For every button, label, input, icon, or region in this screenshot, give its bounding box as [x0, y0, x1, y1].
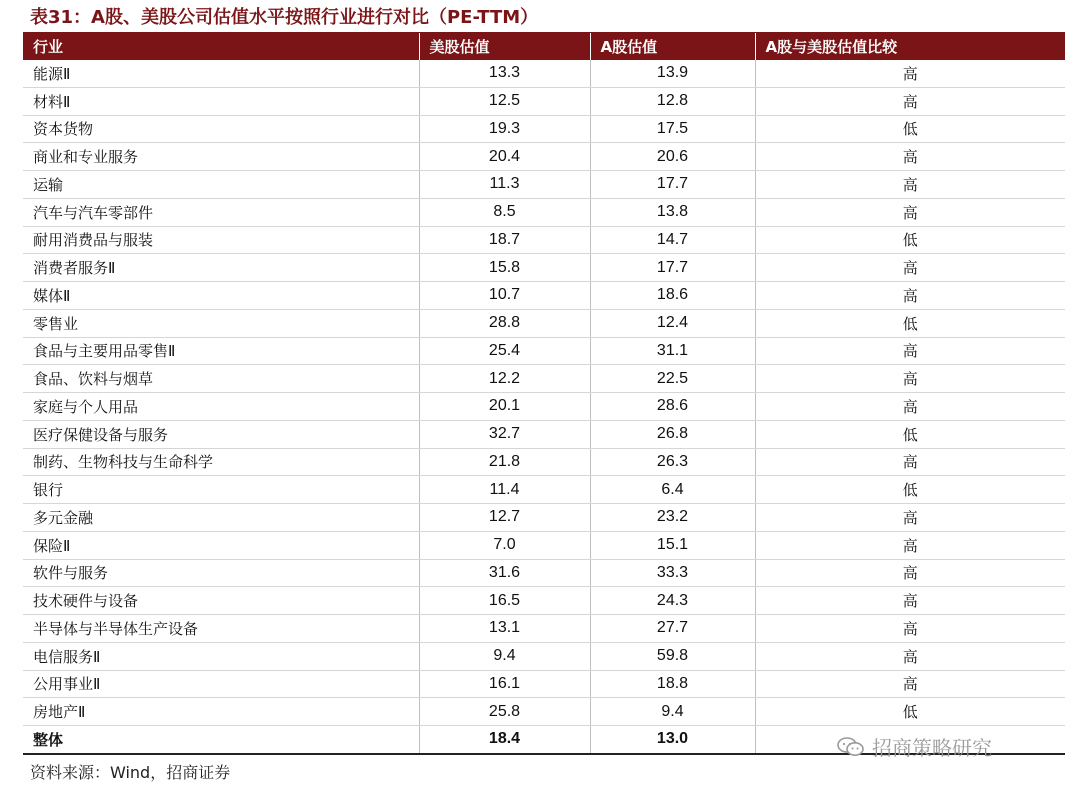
us-valuation-cell: 25.8 — [419, 698, 590, 726]
a-valuation-cell: 24.3 — [590, 587, 755, 615]
us-valuation-cell: 19.3 — [419, 115, 590, 143]
a-valuation-cell: 17.5 — [590, 115, 755, 143]
a-valuation-cell: 17.7 — [590, 254, 755, 282]
comparison-cell: 高 — [755, 642, 1065, 670]
column-header-a-valuation: A股估值 — [590, 33, 755, 60]
industry-cell: 制药、生物科技与生命科学 — [23, 448, 419, 476]
source-note: 资料来源：Wind，招商证券 — [30, 763, 231, 782]
industry-cell: 材料Ⅱ — [23, 87, 419, 115]
comparison-cell: 低 — [755, 698, 1065, 726]
table-row — [23, 393, 1065, 421]
watermark — [836, 732, 992, 761]
us-valuation-cell: 15.8 — [419, 254, 590, 282]
industry-cell: 媒体Ⅱ — [23, 282, 419, 310]
industry-cell: 房地产Ⅱ — [23, 698, 419, 726]
table-row — [23, 615, 1065, 643]
column-header-industry: 行业 — [23, 33, 419, 60]
us-valuation-cell: 11.4 — [419, 476, 590, 504]
comparison-cell: 高 — [755, 282, 1065, 310]
us-valuation-cell: 16.5 — [419, 587, 590, 615]
industry-cell: 运输 — [23, 171, 419, 199]
us-valuation-cell: 9.4 — [419, 642, 590, 670]
valuation-table — [23, 33, 1065, 755]
comparison-cell: 高 — [755, 559, 1065, 587]
industry-cell: 能源Ⅱ — [23, 60, 419, 87]
table-header-row — [23, 33, 1065, 60]
us-valuation-cell: 31.6 — [419, 559, 590, 587]
a-valuation-cell: 27.7 — [590, 615, 755, 643]
comparison-cell: 低 — [755, 115, 1065, 143]
a-valuation-cell: 15.1 — [590, 531, 755, 559]
comparison-cell: 高 — [755, 587, 1065, 615]
table-row — [23, 448, 1065, 476]
a-valuation-cell: 9.4 — [590, 698, 755, 726]
comparison-cell: 高 — [755, 60, 1065, 87]
us-valuation-cell: 32.7 — [419, 420, 590, 448]
comparison-cell: 低 — [755, 309, 1065, 337]
comparison-cell: 高 — [755, 448, 1065, 476]
us-valuation-cell: 7.0 — [419, 531, 590, 559]
table-row — [23, 587, 1065, 615]
us-valuation-cell: 10.7 — [419, 282, 590, 310]
table-row — [23, 642, 1065, 670]
total-industry-cell: 整体 — [23, 726, 419, 754]
comparison-cell: 低 — [755, 226, 1065, 254]
us-valuation-cell: 20.1 — [419, 393, 590, 421]
industry-cell: 半导体与半导体生产设备 — [23, 615, 419, 643]
us-valuation-cell: 16.1 — [419, 670, 590, 698]
a-valuation-cell: 14.7 — [590, 226, 755, 254]
a-valuation-cell: 13.9 — [590, 60, 755, 87]
a-valuation-cell: 18.6 — [590, 282, 755, 310]
table-row — [23, 198, 1065, 226]
us-valuation-cell: 12.7 — [419, 504, 590, 532]
wechat-icon — [836, 736, 866, 758]
comparison-cell: 高 — [755, 143, 1065, 171]
table-row — [23, 420, 1065, 448]
table-row — [23, 476, 1065, 504]
comparison-cell: 高 — [755, 87, 1065, 115]
table-row — [23, 143, 1065, 171]
a-valuation-cell: 13.8 — [590, 198, 755, 226]
comparison-cell: 高 — [755, 254, 1065, 282]
comparison-cell: 高 — [755, 504, 1065, 532]
table-row — [23, 282, 1065, 310]
industry-cell: 多元金融 — [23, 504, 419, 532]
us-valuation-cell: 13.3 — [419, 60, 590, 87]
us-valuation-cell: 20.4 — [419, 143, 590, 171]
us-valuation-cell: 11.3 — [419, 171, 590, 199]
table-row — [23, 531, 1065, 559]
us-valuation-cell: 18.7 — [419, 226, 590, 254]
a-valuation-cell: 20.6 — [590, 143, 755, 171]
a-valuation-cell: 26.3 — [590, 448, 755, 476]
industry-cell: 食品、饮料与烟草 — [23, 365, 419, 393]
comparison-cell: 高 — [755, 171, 1065, 199]
table-row — [23, 365, 1065, 393]
industry-cell: 零售业 — [23, 309, 419, 337]
table-row — [23, 309, 1065, 337]
comparison-cell: 高 — [755, 337, 1065, 365]
industry-cell: 家庭与个人用品 — [23, 393, 419, 421]
comparison-cell: 高 — [755, 670, 1065, 698]
industry-cell: 医疗保健设备与服务 — [23, 420, 419, 448]
watermark-text: 招商策略研究 — [872, 736, 992, 760]
a-valuation-cell: 28.6 — [590, 393, 755, 421]
a-valuation-cell: 12.4 — [590, 309, 755, 337]
comparison-cell: 低 — [755, 476, 1065, 504]
column-header-comparison: A股与美股估值比较 — [755, 33, 1065, 60]
table-row — [23, 226, 1065, 254]
a-valuation-cell: 59.8 — [590, 642, 755, 670]
column-header-us-valuation: 美股估值 — [419, 33, 590, 60]
comparison-cell: 高 — [755, 531, 1065, 559]
us-valuation-cell: 25.4 — [419, 337, 590, 365]
a-valuation-cell: 31.1 — [590, 337, 755, 365]
a-valuation-cell: 12.8 — [590, 87, 755, 115]
industry-cell: 耐用消费品与服装 — [23, 226, 419, 254]
table-title: 表31：A股、美股公司估值水平按照行业进行对比（PE-TTM） — [30, 7, 539, 28]
table-row — [23, 337, 1065, 365]
table-row — [23, 559, 1065, 587]
table-row — [23, 698, 1065, 726]
table-row — [23, 670, 1065, 698]
us-valuation-cell: 13.1 — [419, 615, 590, 643]
table-row — [23, 115, 1065, 143]
industry-cell: 银行 — [23, 476, 419, 504]
industry-cell: 食品与主要用品零售Ⅱ — [23, 337, 419, 365]
us-valuation-cell: 12.5 — [419, 87, 590, 115]
industry-cell: 技术硬件与设备 — [23, 587, 419, 615]
comparison-cell: 高 — [755, 198, 1065, 226]
us-valuation-cell: 21.8 — [419, 448, 590, 476]
table-row — [23, 504, 1065, 532]
us-valuation-cell: 8.5 — [419, 198, 590, 226]
industry-cell: 消费者服务Ⅱ — [23, 254, 419, 282]
total-us-valuation-cell: 18.4 — [419, 726, 590, 754]
industry-cell: 保险Ⅱ — [23, 531, 419, 559]
us-valuation-cell: 28.8 — [419, 309, 590, 337]
a-valuation-cell: 22.5 — [590, 365, 755, 393]
table-row — [23, 171, 1065, 199]
comparison-cell: 低 — [755, 420, 1065, 448]
industry-cell: 电信服务Ⅱ — [23, 642, 419, 670]
a-valuation-cell: 33.3 — [590, 559, 755, 587]
industry-cell: 商业和专业服务 — [23, 143, 419, 171]
industry-cell: 汽车与汽车零部件 — [23, 198, 419, 226]
industry-cell: 资本货物 — [23, 115, 419, 143]
table-row — [23, 254, 1065, 282]
a-valuation-cell: 18.8 — [590, 670, 755, 698]
comparison-cell: 高 — [755, 365, 1065, 393]
us-valuation-cell: 12.2 — [419, 365, 590, 393]
a-valuation-cell: 23.2 — [590, 504, 755, 532]
a-valuation-cell: 26.8 — [590, 420, 755, 448]
table-row — [23, 87, 1065, 115]
a-valuation-cell: 6.4 — [590, 476, 755, 504]
industry-cell: 公用事业Ⅱ — [23, 670, 419, 698]
industry-cell: 软件与服务 — [23, 559, 419, 587]
table-row — [23, 60, 1065, 87]
comparison-cell: 高 — [755, 615, 1065, 643]
total-a-valuation-cell: 13.0 — [590, 726, 755, 754]
comparison-cell: 高 — [755, 393, 1065, 421]
a-valuation-cell: 17.7 — [590, 171, 755, 199]
